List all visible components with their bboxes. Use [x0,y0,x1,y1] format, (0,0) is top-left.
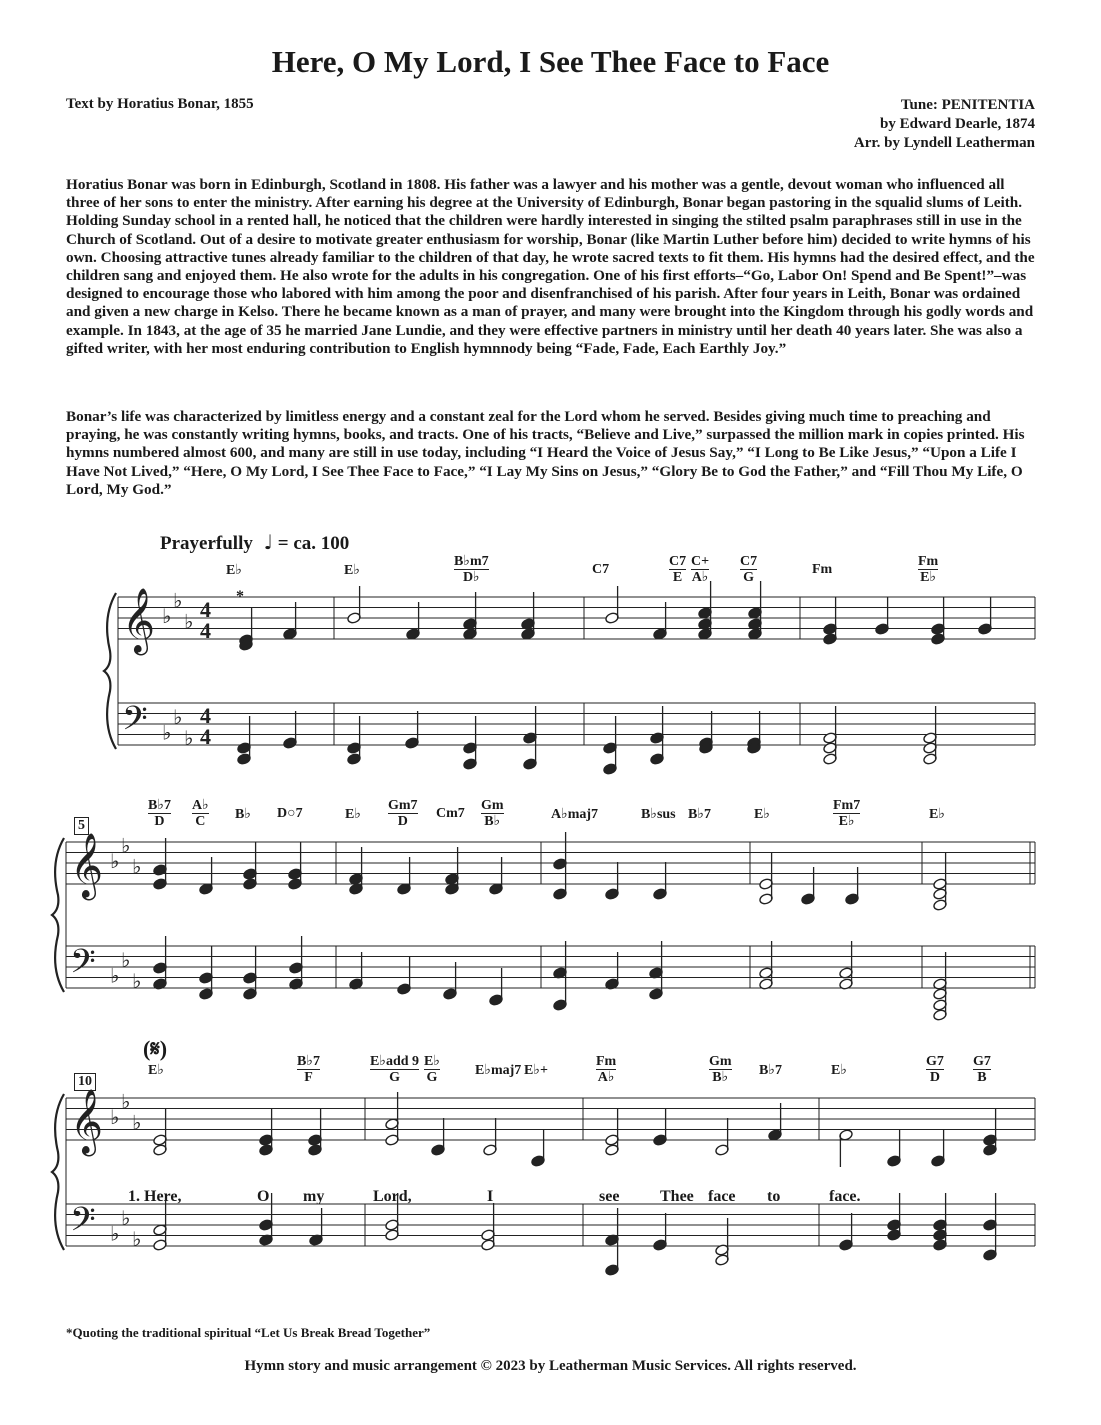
time-signature: 4 [200,618,211,643]
chord-bass: D [154,814,165,829]
brace [104,593,116,749]
time-signature: 4 [200,597,211,622]
chord-root: Gm7 [388,798,418,813]
flat-icon: ♭ [121,1205,131,1230]
chord-bass: B♭ [712,1070,729,1085]
chord-bass: E♭ [838,814,855,829]
flat-icon: ♭ [121,947,131,972]
chord-root: B♭7 [688,807,711,822]
treble-clef-icon: 𝄞 [70,1089,104,1154]
flat-icon: ♭ [121,833,131,858]
lyric-syllable: Thee [660,1188,694,1205]
segno-sign: (𝄋) [143,1036,168,1061]
chord-root: E♭ [226,563,242,578]
flat-icon: ♭ [184,725,194,750]
flat-icon: ♭ [184,609,194,634]
chord-root: E♭ [424,1054,440,1069]
chord-bass: B [977,1070,987,1085]
chord-bass: G [389,1070,400,1085]
chord-bass: D [397,814,408,829]
chord-root: E♭maj7 [475,1063,522,1078]
lyric-syllable: face [708,1188,736,1205]
composer: by Edward Dearle, 1874 [880,116,1035,132]
copyright-notice: Hymn story and music arrangement © 2023 by Leatherman Music Services. All rights reserved. [244,1358,857,1374]
chord-root: C7 [740,554,758,569]
tempo-value: = ca. 100 [277,533,350,554]
flat-icon: ♭ [110,1221,120,1246]
flat-icon: ♭ [132,1226,142,1251]
flat-icon: ♭ [110,1105,120,1129]
chord-root: B♭7 [297,1054,320,1069]
chord-root: B♭7 [759,1063,782,1078]
measure-number-10: 10 [74,1073,96,1091]
chord-root: C7 [592,562,610,577]
quarter-note-icon: ♩ [263,530,274,554]
chord-root: B♭7 [148,798,171,813]
bass-clef-icon: 𝄢 [122,700,148,746]
chord-bass: D [929,1070,940,1085]
chord-bass: C [195,814,206,829]
chord-root: B♭sus [641,807,676,822]
lyric-syllable: face. [829,1188,861,1205]
flat-icon: ♭ [132,968,142,993]
chord-root: Gm [481,798,504,813]
lyric-syllable: Lord, [373,1188,412,1205]
flat-icon: ♭ [173,704,183,729]
text-credit: Text by Horatius Bonar, 1855 [66,96,254,112]
flat-icon: ♭ [173,588,183,613]
chord-root: E♭ [344,563,360,578]
flat-icon: ♭ [162,604,172,628]
tune-name: Tune: PENITENTIA [900,97,1035,113]
chord-root: E♭+ [524,1063,548,1078]
measure-number-5: 5 [74,817,89,835]
time-signature: 4 [200,703,211,728]
arranger: Arr. by Lyndell Leatherman [853,135,1035,151]
chord-root: E♭ [754,807,770,822]
chord-bass: E♭ [920,570,937,585]
chord-root: G7 [973,1054,991,1069]
hymn-story-paragraph-1: Horatius Bonar was born in Edinburgh, Scotland in 1808. His father was a lawyer and his mother was a gentle, devout woman who influenced all three of her sons to enter the ministry. After earning his degree at the University of Edinburgh, Bonar began pastoring in the squalid slums of Leith. Holding Sunday school in a rented hall, he noticed that the children were hardly interested in singing the stilted psalm paraphrases still in use in the Church of Scotland. Out of a desire to motivate greater enthusiasm for worship, Bonar (like Martin Luther before him) decided to write hymns of his own. Choosing attractive tunes already familiar to the children of that day, he wrote sacred texts to fit them. His hymns had the desired effect, and the children sang and enjoyed them. He also wrote for the adults in his congregation. One of his first efforts–“Go, Labor On! Spend and Be Spent!”–was designed to encourage those who labored with him among the poor and disenfranchised of his parish. After four years in Leith, Bonar was ordained and given a new charge in Kelso. There he became known as a man of prayer, and many were brought into the Kingdom through his godly words and example. In 1843, at the age of 35 he married Jane Lundie, and they were effective partners in ministry until her death 40 years later. She was also a gifted writer, with her most enduring contribution to English hymnnody being “Fade, Fade, Each Earthly Joy.” [66,176,1035,357]
flat-icon: ♭ [132,854,142,879]
bass-clef-icon: 𝄢 [70,943,96,989]
chord-root: B♭m7 [454,554,489,569]
chord-bass: E [672,570,683,585]
chord-root: E♭ [148,1063,164,1078]
lyric-syllable: 1. Here, [128,1188,182,1205]
lyric-syllable: I [487,1188,494,1205]
flat-icon: ♭ [162,720,172,745]
chord-bass: D♭ [462,570,480,585]
chord-root: G7 [926,1054,944,1069]
chord-bass: G [743,570,754,585]
lyric-syllable: see [599,1188,620,1205]
flat-icon: ♭ [110,849,120,873]
chord-bass: G [426,1070,438,1085]
lyric-syllable: my [303,1188,325,1205]
chord-root: Fm [812,562,833,577]
time-signature: 4 [200,724,211,749]
chord-root: E♭ [345,807,361,822]
footnote-marker: * [236,588,244,605]
tempo-word: Prayerfully [160,533,253,554]
flat-icon: ♭ [132,1110,142,1135]
chord-bass: B♭ [484,814,501,829]
chord-root: D○7 [277,806,303,821]
brace [52,1094,64,1250]
footnote: *Quoting the traditional spiritual “Let Us Break Bread Together” [66,1325,431,1340]
lyric-syllable: O [257,1188,270,1205]
page-title: Here, O My Lord, I See Thee Face to Face [271,44,830,79]
chord-root: Fm [918,554,939,569]
brace [52,838,64,992]
chord-root: C7 [669,554,687,569]
chord-root: Fm7 [833,798,861,813]
chord-root: Fm [596,1054,617,1069]
chord-root: E♭ [929,807,945,822]
chord-bass: A♭ [597,1070,615,1085]
bass-clef-icon: 𝄢 [70,1201,96,1247]
chord-root: A♭maj7 [551,807,599,822]
chord-root: B♭ [235,807,251,822]
chord-root: E♭ [831,1063,847,1078]
chord-root: Cm7 [436,806,465,821]
chord-root: E♭add 9 [370,1054,420,1069]
chord-root: C+ [691,554,710,569]
chord-bass: F [304,1070,313,1085]
hymn-story-paragraph-2: Bonar’s life was characterized by limitless energy and a constant zeal for the Lord whom he served. Besides giving much time to preaching and praying, he was constantly writing hymns, books, and tracts. One of his tracts, “Believe and Live,” surpassed the million mark in copies printed. His hymns numbered almost 600, and many are still in use today, including “I Heard the Voice of Jesus Say,” “I Long to Be Like Jesus,” “Upon a Life I Have Not Lived,” “Here, O My Lord, I See Thee Face to Face,” “I Lay My Sins on Jesus,” “Glory Be to God the Father,” and “Fill Thou My Life, O Lord, My God.” [66,408,1025,498]
chord-root: Gm [709,1054,732,1069]
treble-clef-icon: 𝄞 [122,588,156,653]
flat-icon: ♭ [121,1089,131,1114]
chord-bass: A♭ [691,570,709,585]
chord-root: A♭ [192,798,209,813]
lyric-syllable: to [767,1188,781,1205]
flat-icon: ♭ [110,963,120,988]
treble-clef-icon: 𝄞 [70,833,104,898]
